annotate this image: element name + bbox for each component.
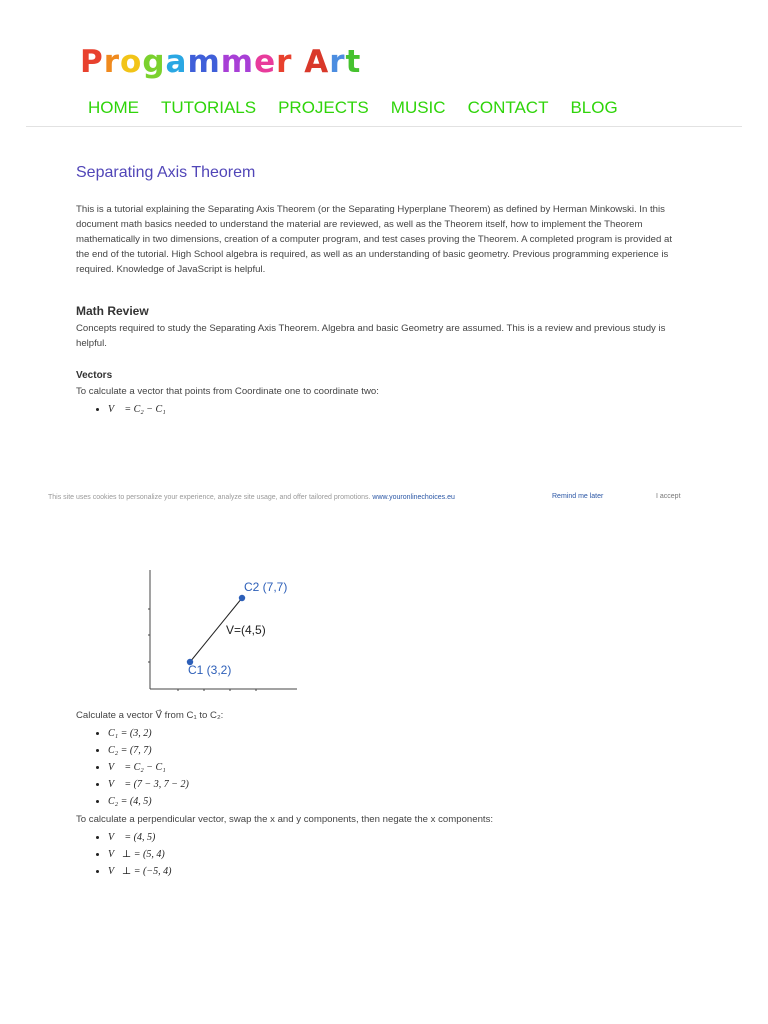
nav-home[interactable]: HOME — [88, 98, 139, 117]
nav-tutorials[interactable]: TUTORIALS — [161, 98, 257, 117]
logo-letter: o — [120, 44, 143, 80]
calc-item: • C₂ = (7, 7) — [108, 742, 686, 759]
calc-item: • C₂ = (4, 5) — [108, 793, 686, 810]
remind-later-button[interactable]: Remind me later — [552, 493, 604, 500]
perp-intro: To calculate a perpendicular vector, swap the x and y components, then negate the x components: — [76, 814, 494, 825]
logo-letter: r — [103, 44, 121, 80]
perp-item: • V⃗ = (4, 5) — [108, 829, 686, 846]
calc-item: • V⃗ = (7 − 3, 7 − 2) — [108, 776, 686, 793]
logo-letter: A — [304, 44, 330, 80]
logo-letter: e — [254, 44, 277, 80]
calc-list — [76, 725, 686, 810]
math-review-paragraph: Concepts required to study the Separating Axis Theorem. Algebra and basic Geometry are assumed. This is a review and previous study is helpful. — [76, 323, 666, 349]
logo-letter: r — [329, 44, 346, 80]
page-title: Separating Axis Theorem — [76, 164, 256, 181]
logo-letter — [292, 40, 304, 84]
cookie-message — [48, 494, 455, 501]
nav-projects[interactable]: PROJECTS — [278, 98, 369, 117]
vector-figure — [140, 566, 310, 696]
cookie-link[interactable]: www.youronlinechoices.eu — [372, 494, 455, 501]
main-nav — [88, 98, 618, 118]
perp-item: • V⃗⊥ = (−5, 4) — [108, 863, 686, 880]
nav-blog[interactable]: BLOG — [570, 98, 618, 117]
nav-music[interactable]: MUSIC — [390, 98, 446, 117]
c2-label: C2 (7,7) — [244, 580, 288, 594]
math-review-heading: Math Review — [76, 304, 149, 318]
vector-formula: • V⃗ = C₂ − C₁ — [108, 401, 686, 418]
c1-label: C1 (3,2) — [188, 663, 232, 677]
article-body — [76, 162, 686, 418]
v-label: V=(4,5) — [226, 623, 266, 637]
axis-ticks — [148, 609, 256, 691]
header-divider — [26, 126, 742, 127]
intro-paragraph: This is a tutorial explaining the Separating Axis Theorem (or the Separating Hyperplane Theorem) as defined by Herman Minkowski. In this document math basics needed to understand the material are reviewed, as well as the Theorem itself, how to implement the Theorem mathematically in two dimensions, creation of a computer program, and test cases proving the Theorem. A completed program is provided at the end of the tutorial. High School algebra is required, as well as an understanding of basic geometry. Previous programming experience is required. Knowledge of JavaScript is helpful. — [76, 204, 672, 275]
perp-item: • V⃗⊥ = (5, 4) — [108, 846, 686, 863]
point-c2 — [239, 595, 245, 601]
cookie-text: This site uses cookies to personalize your experience, analyze site usage, and offer tailored promotions. — [48, 494, 371, 501]
logo-letter: g — [142, 44, 166, 80]
calc-item: • C₁ = (3, 2) — [108, 725, 686, 742]
nav-contact[interactable]: CONTACT — [467, 98, 549, 117]
calc-intro: Calculate a vector V⃗ from C₁ to C₂: — [76, 710, 224, 721]
logo-letter: m — [220, 44, 255, 80]
logo-letter: a — [165, 44, 188, 80]
logo-letter: t — [345, 44, 362, 80]
accept-button[interactable]: I accept — [656, 493, 681, 500]
site-logo[interactable] — [80, 40, 361, 84]
calc-item: • V⃗ = C₂ − C₁ — [108, 759, 686, 776]
vectors-heading: Vectors — [76, 370, 113, 381]
logo-letter: m — [187, 44, 221, 80]
calc-section — [76, 708, 686, 882]
logo-letter: P — [80, 44, 104, 80]
vectors-paragraph: To calculate a vector that points from Coordinate one to coordinate two: — [76, 386, 379, 397]
cookie-banner — [0, 490, 768, 506]
perp-list — [76, 829, 686, 880]
logo-letter: r — [276, 44, 293, 80]
vector-formula-list — [76, 401, 686, 418]
